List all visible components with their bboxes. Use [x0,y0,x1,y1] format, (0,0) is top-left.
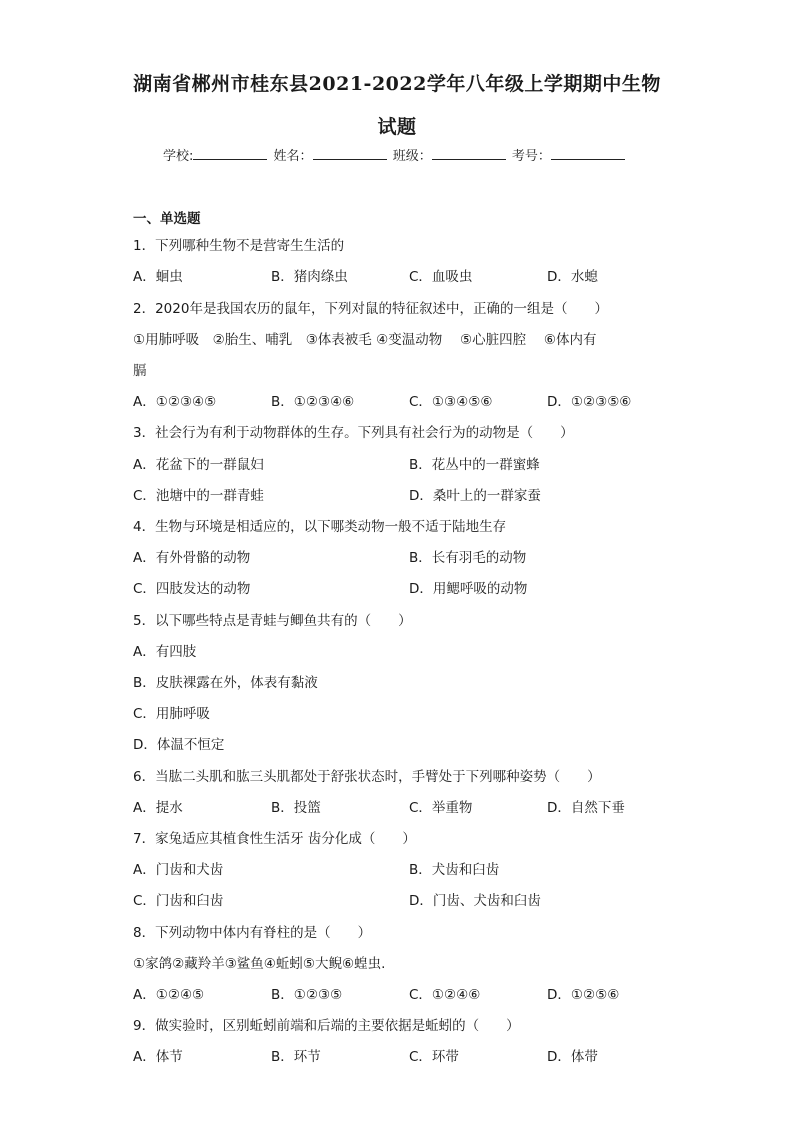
option-c: C．①③④⑤⑥ [409,394,493,410]
option-b: B．猪肉绦虫 [271,269,348,285]
option-a: A．花盆下的一群鼠妇 [133,457,264,473]
option-d: D．自然下垂 [547,800,625,816]
option-b: B．①②③④⑥ [271,394,355,410]
school-blank[interactable] [193,147,267,160]
option-a: A．①②③④⑤ [133,394,217,410]
option-a: A．①②④⑤ [133,987,205,1003]
option-b: B．长有羽毛的动物 [409,550,527,566]
option-d: D．用鳃呼吸的动物 [409,581,528,597]
exam-title-line1: 湖南省郴州市桂东县2021-2022学年八年级上学期期中生物 [133,73,661,95]
option-c: C．用肺呼吸 [133,706,210,722]
school-label: 学校: [163,149,194,164]
option-d: D．①②⑤⑥ [547,987,620,1003]
exam-title-line2: 试题 [377,116,417,138]
option-b: B．犬齿和臼齿 [409,862,500,878]
name-label: 姓名： [273,149,313,164]
option-a: A．体节 [133,1049,183,1065]
student-info-row [163,145,627,164]
option-c: C．四肢发达的动物 [133,581,251,597]
exam-number-label: 考号： [511,149,551,164]
option-a: A．有四肢 [133,644,197,660]
name-blank[interactable] [313,147,387,160]
option-b: B．花丛中的一群蜜蜂 [409,457,540,473]
option-c: C．门齿和臼齿 [133,893,224,909]
option-a: A．门齿和犬齿 [133,862,224,878]
question-stem: 6．当肱二头肌和肱三头肌都处于舒张状态时，手臂处于下列哪种姿势（ ） [133,769,601,785]
exam-number-blank[interactable] [551,147,625,160]
question-statements: ①家鸽②藏羚羊③鲨鱼④蚯蚓⑤大鲵⑥蝗虫. [133,956,386,972]
option-b: B．皮肤裸露在外，体表有黏液 [133,675,318,691]
option-d: D．桑叶上的一群家蚕 [409,488,541,504]
section-title: 一、单选题 [133,211,201,227]
option-a: A．蛔虫 [133,269,183,285]
question-statements-cont: 膈 [133,363,147,379]
option-c: C．池塘中的一群青蛙 [133,488,264,504]
option-b: B．①②③⑤ [271,987,343,1003]
question-stem: 5．以下哪些特点是青蛙与鲫鱼共有的（ ） [133,613,412,629]
option-d: D．①②③⑤⑥ [547,394,632,410]
option-c: C．①②④⑥ [409,987,481,1003]
question-stem: 4．生物与环境是相适应的，以下哪类动物一般不适于陆地生存 [133,519,507,535]
option-d: D．体带 [547,1049,598,1065]
option-d: D．门齿、犬齿和臼齿 [409,893,541,909]
question-stem: 1．下列哪种生物不是营寄生生活的 [133,238,345,254]
option-a: A．有外骨骼的动物 [133,550,251,566]
class-label: 班级： [392,149,432,164]
option-c: C．环带 [409,1049,459,1065]
option-b: B．环节 [271,1049,321,1065]
class-blank[interactable] [432,147,506,160]
question-stem: 9．做实验时，区别蚯蚓前端和后端的主要依据是蚯蚓的（ ） [133,1018,520,1034]
option-b: B．投篮 [271,800,321,816]
question-stem: 8．下列动物中体内有脊柱的是（ ） [133,925,372,941]
question-stem: 7．家兔适应其植食性生活牙 齿分化成（ ） [133,831,416,847]
option-c: C．血吸虫 [409,269,473,285]
question-stem: 2．2020年是我国农历的鼠年，下列对鼠的特征叙述中，正确的一组是（ ） [133,301,608,317]
question-stem: 3．社会行为有利于动物群体的生存。下列具有社会行为的动物是（ ） [133,425,574,441]
option-d: D．水螅 [547,269,598,285]
option-d: D．体温不恒定 [133,737,225,753]
option-c: C．举重物 [409,800,473,816]
option-a: A．提水 [133,800,183,816]
question-statements: ①用肺呼吸 ②胎生、哺乳 ③体表被毛 ④变温动物 ⑤心脏四腔 ⑥体内有 [133,332,597,348]
